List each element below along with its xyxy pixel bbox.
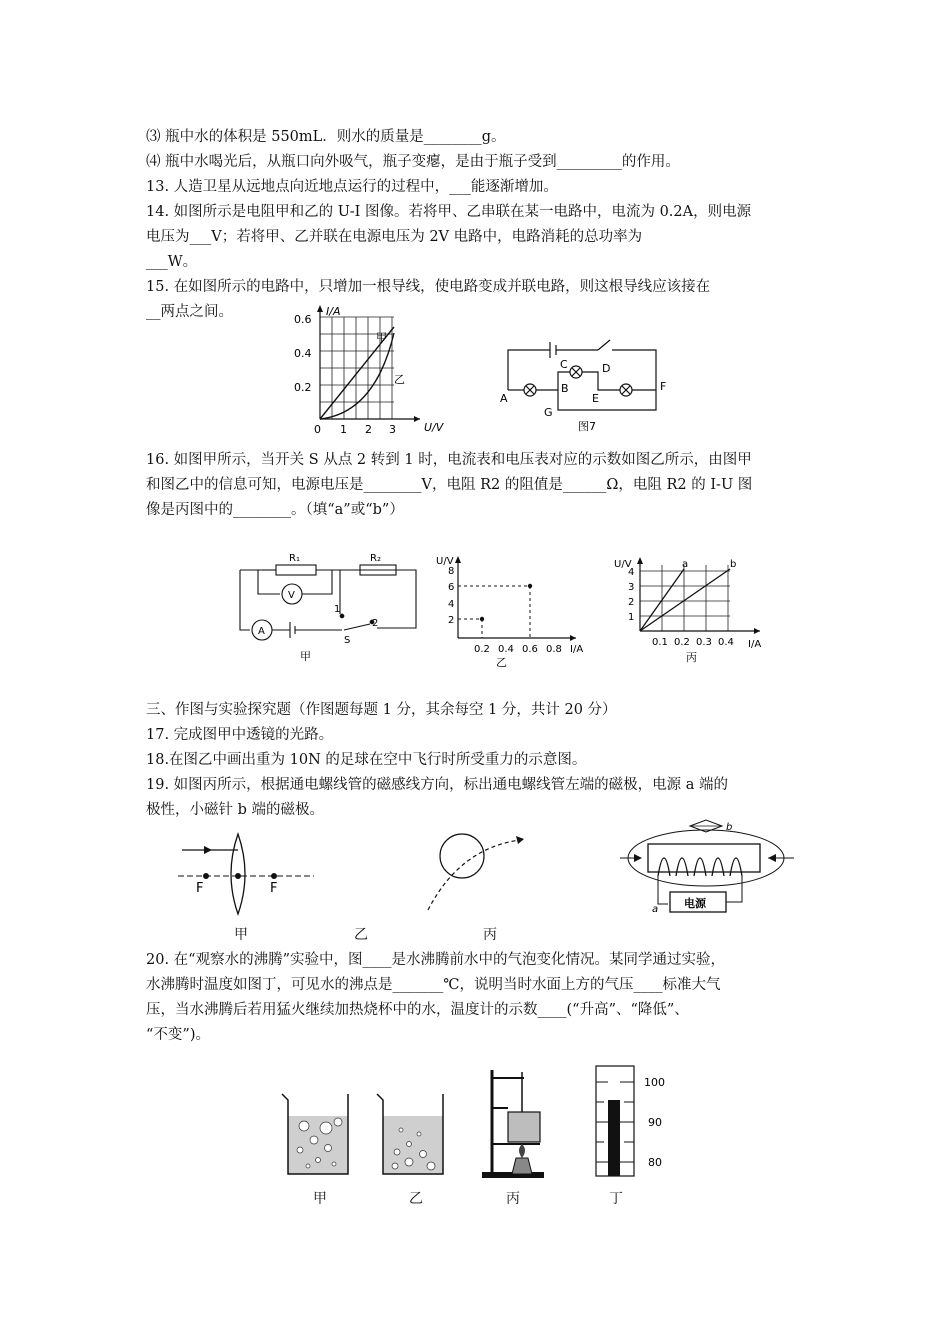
fig16-switch-point-2: 2 xyxy=(372,618,379,629)
q14-text-2: 电压为___V；若将甲、乙并联在电源电压为 2V 电路中，电路消耗的总功率为 xyxy=(146,229,643,245)
fig16-bing-line-b: b xyxy=(730,559,737,570)
fig14-ytick: 0.4 xyxy=(294,347,312,360)
fig16-bing-xlabel: I/A xyxy=(748,639,762,650)
fig20-thermo-tick: 100 xyxy=(644,1076,665,1089)
fig15-point-g: G xyxy=(544,406,553,419)
q19-text-1: 19. 如图丙所示，根据通电螺线管的磁感线方向，标出通电螺线管左端的磁极，电源 a 端的 xyxy=(146,777,729,793)
section3-heading: 三、作图与实验探究题（作图题每题 1 分，其余每空 1 分，共计 20 分） xyxy=(146,702,617,718)
fig16-bing-xtick: 0.2 xyxy=(674,637,690,648)
q20-text-1: 20. 在“观察水的沸腾”实验中，图____是水沸腾前水中的气泡变化情况。某同学通过实验， xyxy=(146,952,725,968)
fig16-switch-label: S xyxy=(344,635,351,646)
fig17-focus-right: F xyxy=(270,881,278,896)
q19-text-2: 极性，小磁针 b 端的磁极。 xyxy=(146,802,324,818)
fig20-heating-stand xyxy=(478,1062,548,1180)
q15-text-2: __两点之间。 xyxy=(146,304,233,320)
fig16-switch-point-1: 1 xyxy=(334,604,341,615)
q18-text: 18.在图乙中画出重为 10N 的足球在空中飞行时所受重力的示意图。 xyxy=(146,752,587,768)
q20-text-3: 压，当水沸腾后若用猛火继续加热烧杯中的水，温度计的示数____(“升高”、“降低”、 xyxy=(146,1002,689,1018)
fig16-bing-ytick: 4 xyxy=(628,567,635,578)
fig16-yi-xtick: 0.2 xyxy=(474,644,490,655)
fig16-yi-xtick: 0.4 xyxy=(498,644,514,655)
fig16-bing-graph xyxy=(612,555,772,670)
fig19-terminal-a: a xyxy=(652,904,659,914)
fig16-r2-label: R₂ xyxy=(370,553,381,564)
q17-text: 17. 完成图甲中透镜的光路。 xyxy=(146,727,334,743)
fig20-beaker-yi xyxy=(373,1090,453,1180)
q14-text-1: 14. 如图所示是电阻甲和乙的 U-I 图像。若将甲、乙串联在某一电路中，电流为 0.2A，则电源 xyxy=(146,204,752,220)
fig15-caption: 图7 xyxy=(578,420,596,433)
fig14-xlabel: U/V xyxy=(424,421,444,434)
fig15-point-f: F xyxy=(660,380,667,393)
fig15-point-c: C xyxy=(560,358,568,371)
q15-text-1: 15. 在如图所示的电路中，只增加一根导线，使电路变成并联电路，则这根导线应该接在 xyxy=(146,279,711,295)
fig20-thermo-tick: 90 xyxy=(648,1116,662,1129)
fig20-caption-ding: 丁 xyxy=(609,1191,623,1207)
fig20-thermo-tick: 80 xyxy=(648,1156,662,1169)
q16-text-2: 和图乙中的信息可知，电源电压是________V，电阻 R2 的阻值是______Ω，电阻 R2 的 I-U 图 xyxy=(146,477,753,493)
fig16-yi-ytick: 4 xyxy=(448,599,455,610)
fig14-xtick: 3 xyxy=(389,423,396,435)
fig16-bing-line-a: a xyxy=(682,559,689,570)
fig15-point-d: D xyxy=(602,362,611,375)
q12-line4: ⑷ 瓶中水喝光后，从瓶口向外吸气，瓶子变瘪，是由于瓶子受到_________的作用。 xyxy=(146,154,680,170)
fig16-r1-label: R₁ xyxy=(289,553,300,564)
fig14-ytick: 0.6 xyxy=(294,313,312,326)
fig20-caption-yi: 乙 xyxy=(409,1191,423,1207)
fig17-lens xyxy=(176,832,316,917)
fig16-yi-ytick: 8 xyxy=(448,566,455,577)
q20-text-4: “不变”)。 xyxy=(146,1027,210,1043)
fig17-focus-left: F xyxy=(196,881,204,896)
fig16-bing-xtick: 0.4 xyxy=(718,637,734,648)
fig16-bing-caption: 丙 xyxy=(686,651,697,664)
fig16-yi-xlabel: I/A xyxy=(570,644,584,655)
fig14-xtick: 2 xyxy=(365,423,372,435)
fig15-point-b: B xyxy=(561,382,569,395)
fig18-caption: 乙 xyxy=(354,927,368,943)
fig19-power-label: 电源 xyxy=(684,897,706,910)
fig14-xtick: 1 xyxy=(340,423,347,435)
fig20-thermometer xyxy=(590,1062,680,1180)
fig16-jia-caption: 甲 xyxy=(300,650,311,663)
fig16-voltmeter-label: V xyxy=(288,590,295,601)
fig16-yi-xtick: 0.6 xyxy=(522,644,538,655)
fig15-point-a: A xyxy=(500,392,508,405)
fig16-bing-ylabel: U/V xyxy=(614,559,632,570)
fig16-ammeter-label: A xyxy=(258,626,265,637)
fig19-solenoid xyxy=(618,816,798,914)
fig16-bing-xtick: 0.1 xyxy=(652,637,668,648)
fig20-beaker-jia xyxy=(278,1090,358,1180)
fig14-ytick: 0.2 xyxy=(294,381,312,394)
fig20-caption-jia: 甲 xyxy=(313,1191,327,1207)
fig16-bing-ytick: 2 xyxy=(628,597,635,608)
fig16-bing-ytick: 3 xyxy=(628,582,635,593)
fig17-caption: 甲 xyxy=(234,927,248,943)
fig16-jia-circuit xyxy=(232,550,432,665)
fig16-yi-ytick: 6 xyxy=(448,582,455,593)
fig19-caption: 丙 xyxy=(483,927,497,943)
fig16-bing-xtick: 0.3 xyxy=(696,637,712,648)
fig15-circuit xyxy=(498,334,678,434)
fig14-curve-yi-label: 乙 xyxy=(394,373,405,386)
fig14-curve-jia-label: 甲 xyxy=(376,331,387,344)
q16-text-1: 16. 如图甲所示，当开关 S 从点 2 转到 1 时，电流表和电压表对应的示数如图乙所示，由图甲 xyxy=(146,452,752,468)
q13-text: 13. 人造卫星从远地点向近地点运行的过程中，___能逐渐增加。 xyxy=(146,179,558,195)
fig16-bing-ytick: 1 xyxy=(628,612,635,623)
q20-text-2: 水沸腾时温度如图丁，可见水的沸点是_______℃，说明当时水面上方的气压____标准大气 xyxy=(146,977,721,993)
fig16-yi-ytick: 2 xyxy=(448,615,455,626)
fig16-yi-graph xyxy=(436,552,596,667)
fig16-yi-ylabel: U/V xyxy=(436,556,454,567)
q16-text-3: 像是丙图中的________。（填“a”或“b”） xyxy=(146,502,404,518)
fig19-needle-b: b xyxy=(726,822,733,833)
fig16-yi-caption: 乙 xyxy=(496,656,507,667)
fig16-yi-xtick: 0.8 xyxy=(546,644,562,655)
q14-text-3: ___W。 xyxy=(146,254,198,270)
fig20-caption-bing: 丙 xyxy=(506,1191,520,1207)
fig14-ui-graph xyxy=(290,303,460,435)
q12-line3: ⑶ 瓶中水的体积是 550mL．则水的质量是________g。 xyxy=(146,129,506,145)
fig14-ylabel: I/A xyxy=(326,305,341,318)
fig14-xtick: 0 xyxy=(314,423,321,435)
fig15-point-e: E xyxy=(592,392,599,405)
fig18-football xyxy=(420,828,530,913)
